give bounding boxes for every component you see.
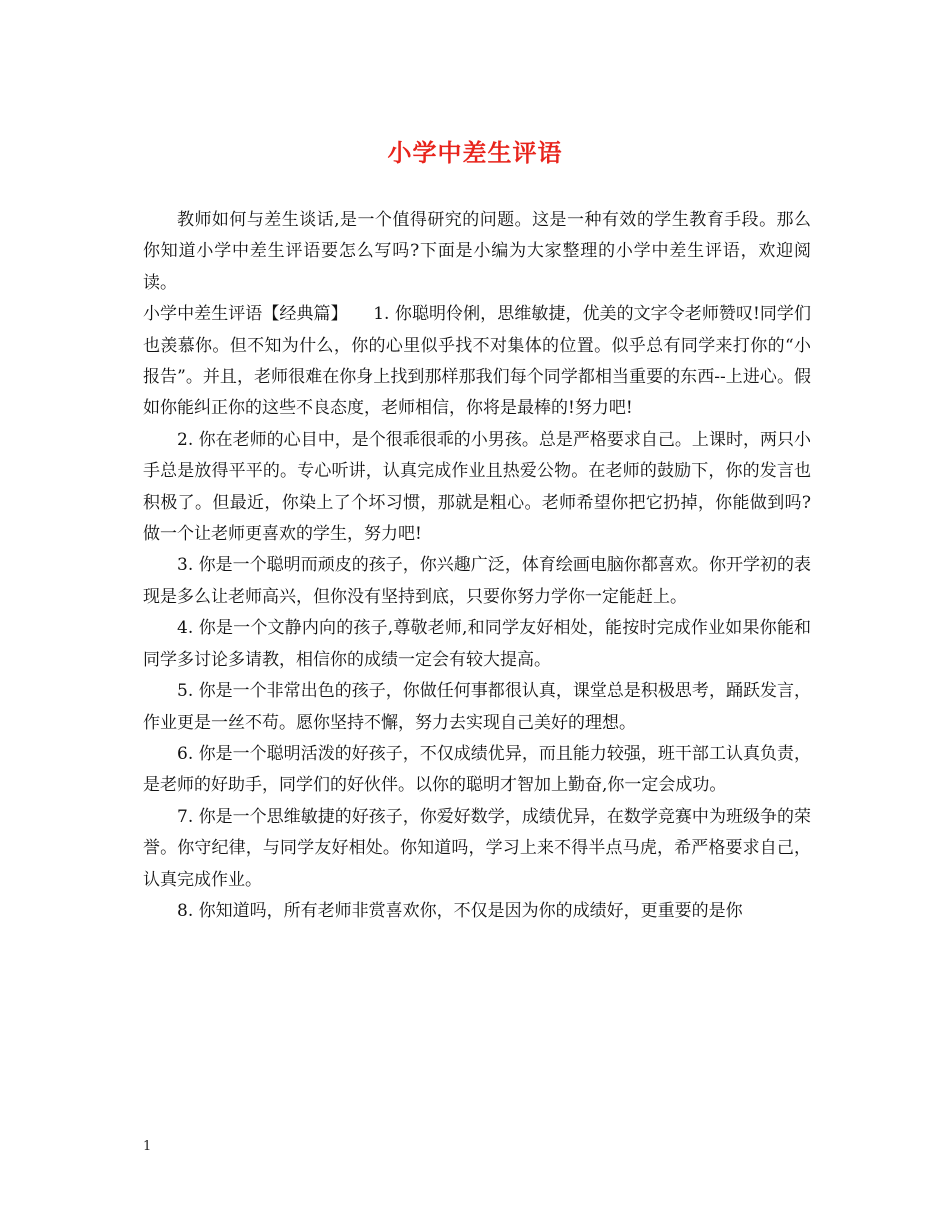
document-title: 小学中差生评语 — [387, 138, 563, 167]
comment-paragraph-7: 7. 你是一个思维敏捷的好孩子，你爱好数学，成绩优异，在数学竞赛中为班级争的荣誉。你守纪律，与同学友好相处。你知道吗，学习上来不得半点马虎，希严格要求自己，认真完成作业。 — [143, 806, 811, 890]
page-number: 1 — [143, 1139, 152, 1154]
intro-paragraph: 教师如何与差生谈话,是一个值得研究的问题。这是一种有效的学生教育手段。那么你知道小学中差生评语要怎么写吗?下面是小编为大家整理的小学中差生评语，欢迎阅读。 — [143, 210, 811, 293]
comment-paragraph-3: 3. 你是一个聪明而顽皮的孩子，你兴趣广泛，体育绘画电脑你都喜欢。你开学初的表现是多么让老师高兴，但你没有坚持到底，只要你努力学你一定能赶上。 — [143, 555, 811, 607]
comment-paragraph-4: 4. 你是一个文静内向的孩子,尊敬老师,和同学友好相处，能按时完成作业如果你能和同学多讨论多请教，相信你的成绩一定会有较大提高。 — [143, 618, 811, 670]
comment-paragraph-6: 6. 你是一个聪明活泼的好孩子，不仅成绩优异，而且能力较强，班干部工认真负责，是老师的好助手，同学们的好伙伴。以你的聪明才智加上勤奋,你一定会成功。 — [143, 743, 811, 796]
comment-paragraph-2: 2. 你在老师的心目中，是个很乖很乖的小男孩。总是严格要求自己。上课时，两只小手总是放得平平的。专心听讲，认真完成作业且热爱公物。在老师的鼓励下，你的发言也积极了。但最近，你染上了个坏习惯，那就是粗心。老师希望你把它扔掉，你能做到吗?做一个让老师更喜欢的学生，努力吧! — [143, 429, 811, 545]
comment-paragraph-5: 5. 你是一个非常出色的孩子，你做任何事都很认真，课堂总是积极思考，踊跃发言，作业更是一丝不苟。愿你坚持不懈，努力去实现自己美好的理想。 — [143, 681, 811, 733]
comment-paragraph-8: 8. 你知道吗，所有老师非赏喜欢你，不仅是因为你的成绩好，更重要的是你 — [177, 900, 743, 921]
comment-paragraph-1: 小学中差生评语【经典篇】 1. 你聪明伶俐，思维敏捷，优美的文字令老师赞叹!同学们也羡慕你。但不知为什么，你的心里似乎找不对集体的位置。似乎总有同学来打你的“小报告”。并且，老师很难在你身上找到那样那我们每个同学都相当重要的东西--上进心。假如你能纠正你的这些不良态度，老师相信，你将是最棒的!努力吧! — [143, 304, 811, 419]
document-body — [143, 205, 811, 927]
